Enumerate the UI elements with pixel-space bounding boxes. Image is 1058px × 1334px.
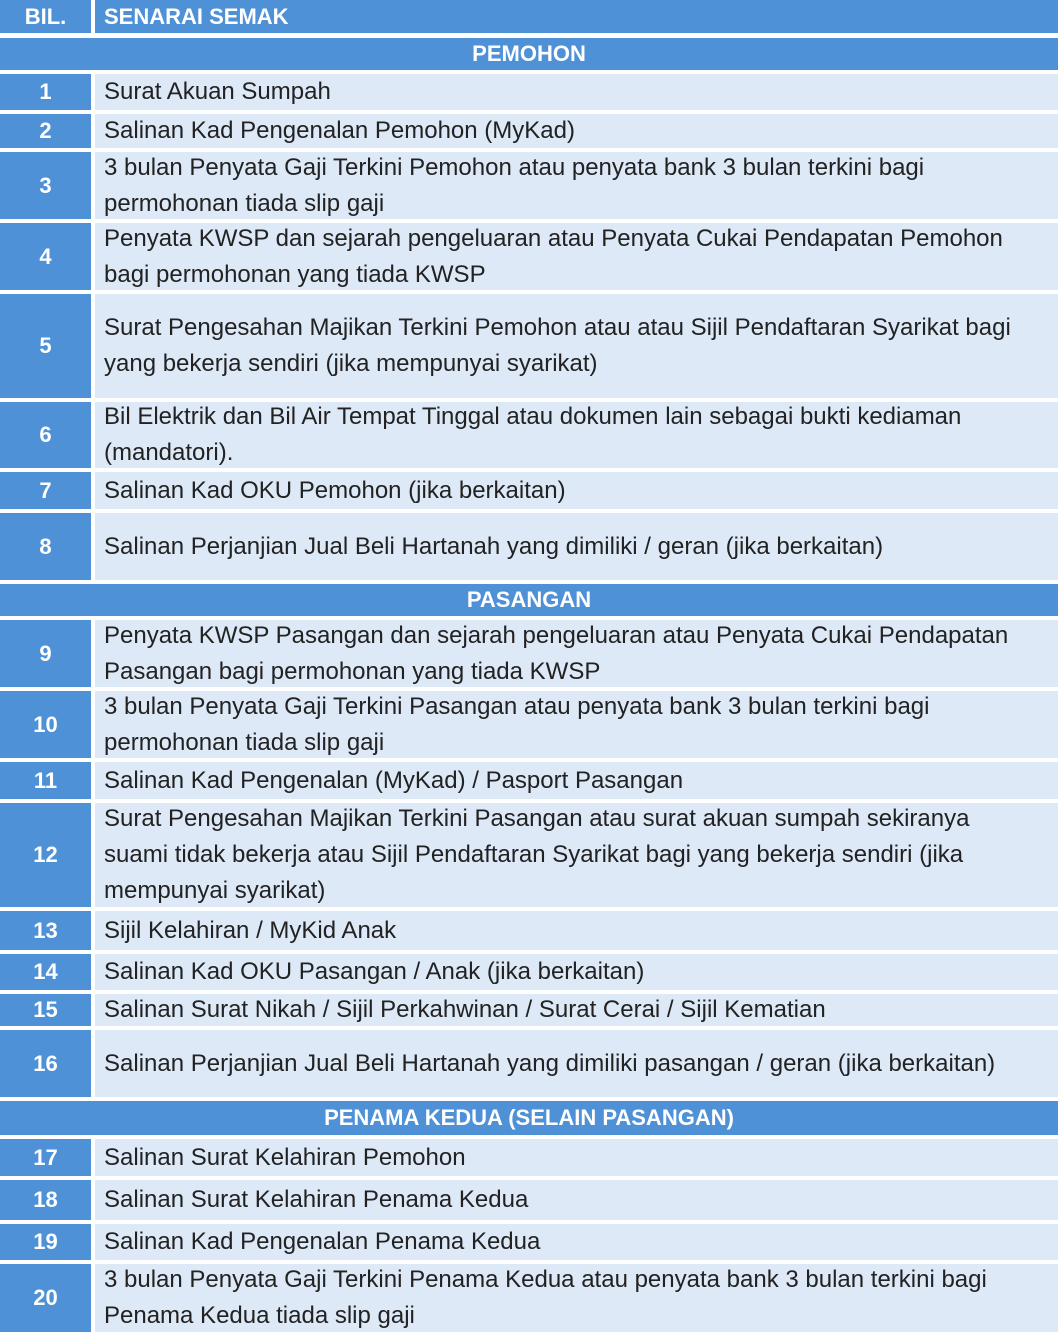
section-pasangan: PASANGAN — [0, 584, 1058, 616]
table-row — [0, 513, 1058, 580]
table-row — [0, 1224, 1058, 1260]
row-number: 20 — [0, 1264, 91, 1332]
row-text: Surat Pengesahan Majikan Terkini Pemohon atau atau Sijil Pendaftaran Syarikat bagi yang bekerja sendiri (jika mempunyai syarikat) — [95, 294, 1058, 398]
table-row — [0, 994, 1058, 1026]
row-text: Sijil Kelahiran / MyKid Anak — [95, 911, 1058, 950]
row-text: Bil Elektrik dan Bil Air Tempat Tinggal atau dokumen lain sebagai bukti kediaman (mandatori). — [95, 402, 1058, 468]
row-number: 5 — [0, 294, 91, 398]
row-number: 4 — [0, 223, 91, 290]
section-pemohon: PEMOHON — [0, 38, 1058, 70]
table-row — [0, 74, 1058, 110]
table-row — [0, 223, 1058, 290]
table-row — [0, 954, 1058, 990]
row-text: Salinan Surat Nikah / Sijil Perkahwinan / Surat Cerai / Sijil Kematian — [95, 994, 1058, 1026]
table-row — [0, 1030, 1058, 1097]
row-text: Surat Akuan Sumpah — [95, 74, 1058, 110]
table-row — [0, 294, 1058, 398]
row-text: Salinan Kad Pengenalan Penama Kedua — [95, 1224, 1058, 1260]
table-row — [0, 1139, 1058, 1176]
row-number: 7 — [0, 472, 91, 509]
row-number: 11 — [0, 762, 91, 799]
section-penama-kedua: PENAMA KEDUA (SELAIN PASANGAN) — [0, 1101, 1058, 1135]
row-number: 17 — [0, 1139, 91, 1176]
row-text: Salinan Perjanjian Jual Beli Hartanah yang dimiliki pasangan / geran (jika berkaitan) — [95, 1030, 1058, 1097]
row-number: 10 — [0, 691, 91, 758]
row-text: 3 bulan Penyata Gaji Terkini Pasangan atau penyata bank 3 bulan terkini bagi permohonan tiada slip gaji — [95, 691, 1058, 758]
row-text: Salinan Perjanjian Jual Beli Hartanah yang dimiliki / geran (jika berkaitan) — [95, 513, 1058, 580]
table-row — [0, 803, 1058, 907]
row-number: 15 — [0, 994, 91, 1026]
row-number: 14 — [0, 954, 91, 990]
row-number: 19 — [0, 1224, 91, 1260]
row-text: Penyata KWSP Pasangan dan sejarah pengeluaran atau Penyata Cukai Pendapatan Pasangan bagi permohonan yang tiada KWSP — [95, 620, 1058, 687]
row-number: 3 — [0, 152, 91, 219]
row-text: Salinan Kad OKU Pemohon (jika berkaitan) — [95, 472, 1058, 509]
table-row — [0, 691, 1058, 758]
row-text: Salinan Kad OKU Pasangan / Anak (jika berkaitan) — [95, 954, 1058, 990]
table-row — [0, 762, 1058, 799]
row-text: Salinan Surat Kelahiran Penama Kedua — [95, 1180, 1058, 1220]
row-number: 8 — [0, 513, 91, 580]
header-title-label: SENARAI SEMAK — [95, 0, 1058, 33]
row-text: Surat Pengesahan Majikan Terkini Pasangan atau surat akuan sumpah sekiranya suami tidak bekerja atau Sijil Pendaftaran Syarikat bagi yang bekerja sendiri (jika mempunyai syarikat) — [95, 803, 1058, 907]
table-row — [0, 114, 1058, 148]
row-number: 2 — [0, 114, 91, 148]
row-text: Salinan Kad Pengenalan Pemohon (MyKad) — [95, 114, 1058, 148]
table-row — [0, 152, 1058, 219]
row-text: Penyata KWSP dan sejarah pengeluaran atau Penyata Cukai Pendapatan Pemohon bagi permohonan yang tiada KWSP — [95, 223, 1058, 290]
table-row — [0, 402, 1058, 468]
table-row — [0, 620, 1058, 687]
row-number: 12 — [0, 803, 91, 907]
row-number: 1 — [0, 74, 91, 110]
table-header — [0, 0, 1058, 33]
row-number: 16 — [0, 1030, 91, 1097]
header-number-label: BIL. — [0, 0, 91, 33]
table-row — [0, 1180, 1058, 1220]
row-text: 3 bulan Penyata Gaji Terkini Pemohon atau penyata bank 3 bulan terkini bagi permohonan tiada slip gaji — [95, 152, 1058, 219]
row-number: 13 — [0, 911, 91, 950]
row-text: Salinan Kad Pengenalan (MyKad) / Pasport Pasangan — [95, 762, 1058, 799]
table-row — [0, 472, 1058, 509]
row-number: 18 — [0, 1180, 91, 1220]
row-text: 3 bulan Penyata Gaji Terkini Penama Kedua atau penyata bank 3 bulan terkini bagi Penama Kedua tiada slip gaji — [95, 1264, 1058, 1332]
row-number: 6 — [0, 402, 91, 468]
table-row — [0, 1264, 1058, 1332]
table-row — [0, 911, 1058, 950]
row-number: 9 — [0, 620, 91, 687]
row-text: Salinan Surat Kelahiran Pemohon — [95, 1139, 1058, 1176]
